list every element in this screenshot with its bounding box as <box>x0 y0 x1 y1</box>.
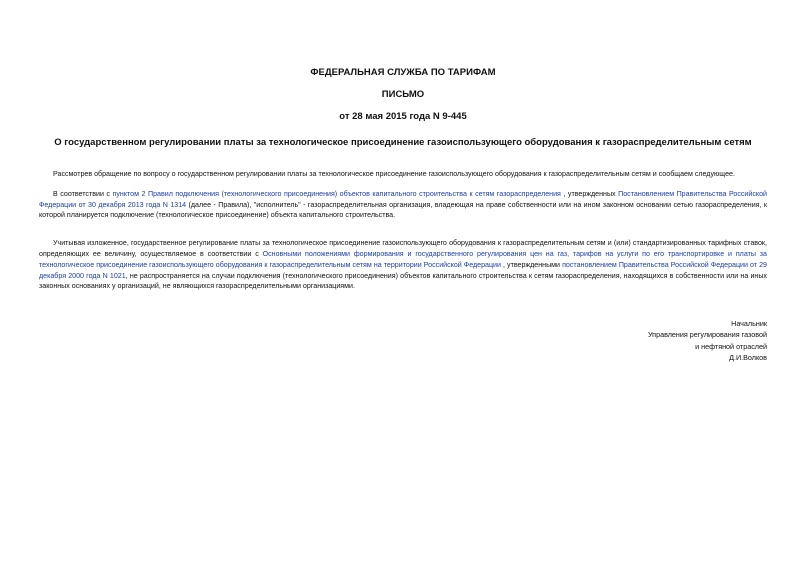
link-government-decree-1314[interactable]: Постановлением Правительства Российской Федерации от 30 декабря 2013 года N 1314 <box>39 189 767 209</box>
paragraph-2-text-2: , утвержденных <box>560 189 619 198</box>
organization-title: ФЕДЕРАЛЬНАЯ СЛУЖБА ПО ТАРИФАМ <box>310 67 496 78</box>
document-subject: О государственном регулировании платы за технологическое присоединение газоиспользующего оборудования к газораспределительным сетям <box>54 137 752 148</box>
signature-block <box>648 318 767 363</box>
paragraph-1: Рассмотрев обращение по вопросу о государственном регулировании платы за технологическое присоединение газоиспользующего оборудования к газораспределительным сетям и сообщаем следующее. <box>53 170 735 178</box>
paragraph-2 <box>39 189 767 221</box>
document-date-number: от 28 мая 2015 года N 9-445 <box>339 111 467 122</box>
paragraph-3-text-1: Учитывая изложенное, государственное регулирование платы за технологическое присоединение газоиспользующего оборудования к газораспределительным сетям и (или) стандартизированных тарифных ставок, определяющих ее величину, осуществляемое в соответствии с <box>39 239 767 258</box>
paragraph-3 <box>39 238 767 292</box>
link-basic-provisions[interactable]: Основными положениями формирования и государственного регулирования цен на газ, тарифов на услуги по его транспортировке и платы за технологическое присоединение газоиспользующего оборудования к газораспределительным сетям на территории Российской Федерации <box>39 249 768 269</box>
signature-department-cont: и нефтяной отраслей <box>695 341 767 351</box>
paragraph-3-text-3: , не распространяется на случаи подключения (технологического присоединения) объектов капитального строительства к сетям газораспределения, находящихся в собственности или на иных законных основаниях у организаций, не являющихся газораспределительными организациями. <box>39 271 767 291</box>
link-connection-rules[interactable]: пунктом 2 Правил подключения (технологического присоединения) объектов капитального строительства к сетям газораспределения <box>112 189 561 198</box>
paragraph-2-text-1: В соответствии с <box>53 189 113 198</box>
link-government-decree-1021[interactable]: постановлением Правительства Российской Федерации от 29 декабря 2000 года N 1021 <box>39 260 767 280</box>
paragraph-3-text-2: , утвержденными <box>500 260 563 269</box>
signature-department: Управления регулирования газовой <box>647 330 767 340</box>
document-type: ПИСЬМО <box>381 89 425 100</box>
signature-position: Начальник <box>731 319 767 328</box>
paragraph-2-text-3: (далее - Правила), "исполнитель" - газораспределительная организация, владеющая на праве собственности или на ином законном основании сетью газораспределения, к которой планируется подключение (технологическое присоединение) объекта капитального строительства. <box>39 200 768 220</box>
signature-name: Д.И.Волков <box>729 352 767 362</box>
